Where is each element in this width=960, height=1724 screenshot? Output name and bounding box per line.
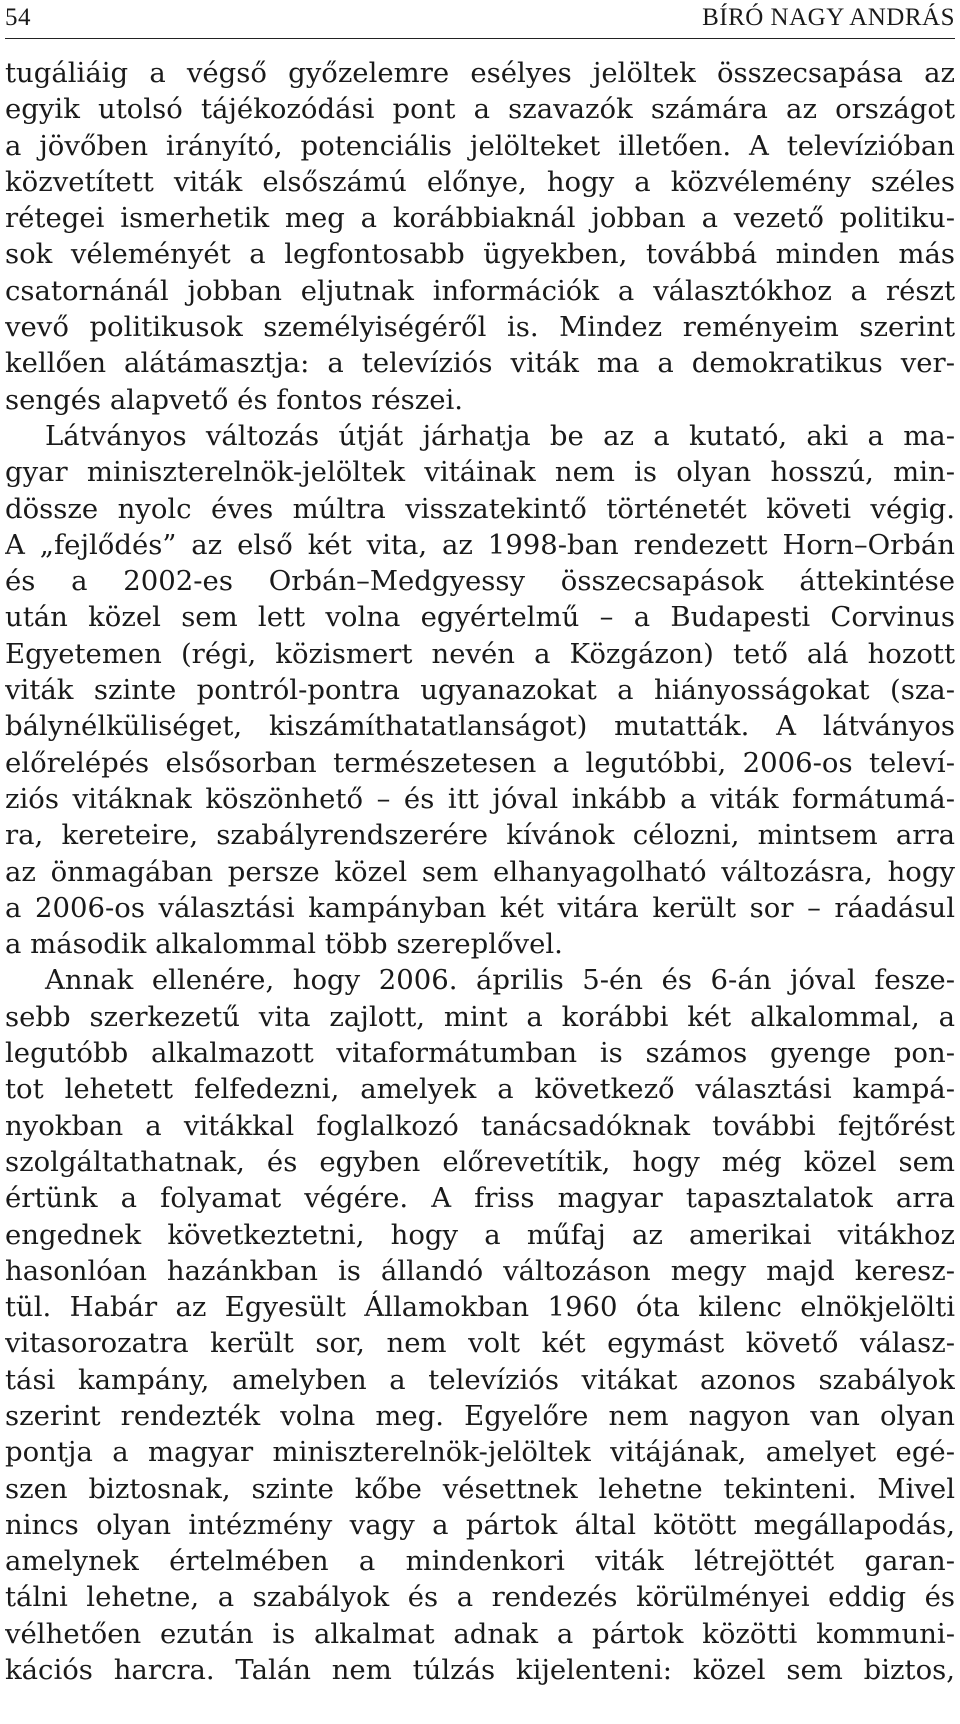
text-line: és a 2002-es Orbán–Medgyessy összecsapások áttekintése [5, 565, 955, 598]
text-line: vitasorozatra került sor, nem volt két egymást követő válasz- [5, 1327, 955, 1360]
running-head-author: BÍRÓ NAGY ANDRÁS [702, 4, 955, 31]
text-line: legutóbb alkalmazott vitaformátumban is számos gyenge pon- [5, 1037, 955, 1070]
text-line: tálni lehetne, a szabályok és a rendezés körülményei eddig és [5, 1581, 955, 1614]
text-line: szerint rendezték volna meg. Egyelőre nem nagyon van olyan [5, 1399, 955, 1432]
text-line: ra, kereteire, szabályrendszerére kívánok célozni, mintsem arra [5, 819, 955, 852]
text-line: dössze nyolc éves múltra visszatekintő történetét követi végig. [5, 492, 955, 525]
text-line: hasonlóan hazánkban is állandó változáson megy majd keresz- [5, 1254, 955, 1287]
text-line: a második alkalommal több szereplővel. [5, 928, 563, 961]
text-line: tugáliáig a végső győzelemre esélyes jelöltek összecsapása az [5, 57, 955, 89]
text-line: gyar miniszterelnök-jelöltek vitáinak nem is olyan hosszú, min- [5, 456, 955, 489]
text-line: Annak ellenére, hogy 2006. április 5-én és 6-án jóval fesze- [45, 964, 955, 997]
body-text [5, 55, 955, 1688]
text-line: az önmagában persze közel sem elhanyagolható változásra, hogy [5, 855, 955, 888]
text-line: a 2006-os választási kampányban két vitára került sor – ráadásul [5, 891, 955, 924]
text-line: szolgáltathatnak, és egyben előrevetítik, hogy még közel sem [5, 1145, 955, 1178]
text-line: ziós vitáknak köszönhető – és itt jóval inkább a viták formátumá- [5, 782, 955, 815]
text-line: A „fejlődés” az első két vita, az 1998-ban rendezett Horn–Orbán [5, 528, 955, 561]
text-line: után közel sem lett volna egyértelmű – a Budapesti Corvinus [5, 601, 955, 634]
text-line: csatornánál jobban eljutnak információk a választókhoz a részt [5, 274, 955, 307]
text-line: tási kampány, amelyben a televíziós vitákat azonos szabályok [5, 1363, 955, 1396]
text-line: sengés alapvető és fontos részei. [5, 383, 464, 416]
text-line: engednek következtetni, hogy a műfaj az amerikai vitákhoz [5, 1218, 955, 1251]
text-line: pontja a magyar miniszterelnök-jelöltek vitájának, amelyet egé- [5, 1436, 955, 1469]
text-line: bálynélküliséget, kiszámíthatatlanságot) mutatták. A látványos [5, 710, 955, 743]
text-line: a jövőben irányító, potenciális jelölteket illetően. A televízióban [5, 129, 955, 162]
text-line: Egyetemen (régi, közismert nevén a Közgázon) tető alá hozott [5, 637, 955, 670]
text-line: amelynek értelmében a mindenkori viták létrejöttét garan- [5, 1545, 955, 1578]
text-line: vevő politikusok személyiségéről is. Mindez reményeim szerint [5, 311, 955, 344]
text-line: tot lehetett felfedezni, amelyek a következő választási kampá- [5, 1073, 955, 1106]
text-line: sok véleményét a legfontosabb ügyekben, továbbá minden más [5, 238, 955, 271]
text-line: Látványos változás útját járhatja be az a kutató, aki a ma- [45, 419, 955, 452]
page-number: 54 [5, 4, 31, 31]
running-head [5, 0, 955, 39]
text-line: értünk a folyamat végére. A friss magyar tapasztalatok arra [5, 1182, 955, 1215]
text-line: szen biztosnak, szinte kőbe vésettnek lehetne tekinteni. Mivel [5, 1472, 955, 1505]
text-line: tül. Habár az Egyesült Államokban 1960 óta kilenc elnökjelölti [5, 1291, 955, 1324]
book-page [5, 0, 955, 1688]
text-line: nincs olyan intézmény vagy a pártok által kötött megállapodás, [5, 1508, 955, 1541]
text-line: egyik utolsó tájékozódási pont a szavazók számára az országot [5, 93, 955, 126]
text-line: előrelépés elsősorban természetesen a legutóbbi, 2006-os televí- [5, 746, 955, 779]
text-line: kációs harcra. Talán nem túlzás kijelenteni: közel sem biztos, [5, 1654, 955, 1687]
text-line: viták szinte pontról-pontra ugyanazokat a hiányosságokat (sza- [5, 674, 955, 707]
text-line: kellően alátámasztja: a televíziós viták ma a demokratikus ver- [5, 347, 955, 380]
text-line: nyokban a vitákkal foglalkozó tanácsadóknak további fejtőrést [5, 1109, 955, 1142]
text-line: vélhetően ezután is alkalmat adnak a pártok közötti kommuni- [5, 1617, 955, 1650]
text-line: sebb szerkezetű vita zajlott, mint a korábbi két alkalommal, a [5, 1000, 955, 1033]
text-line: közvetített viták elsőszámú előnye, hogy a közvélemény széles [5, 165, 955, 198]
text-line: rétegei ismerhetik meg a korábbiaknál jobban a vezető politiku- [5, 202, 955, 235]
